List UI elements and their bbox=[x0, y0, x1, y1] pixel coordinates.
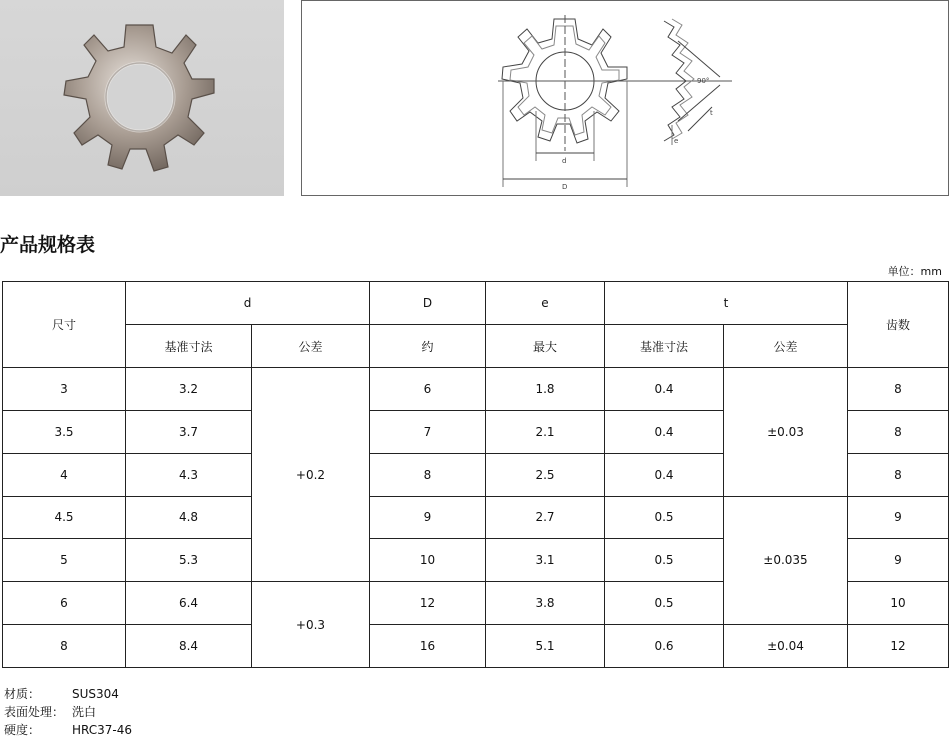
cell-t: 0.4 bbox=[605, 453, 724, 496]
cell-e: 3.1 bbox=[486, 539, 605, 582]
cell-e: 2.7 bbox=[486, 496, 605, 539]
cell-teeth: 8 bbox=[848, 453, 949, 496]
cell-size: 4.5 bbox=[3, 496, 126, 539]
cell-teeth: 9 bbox=[848, 496, 949, 539]
header-t-nominal: 基准寸法 bbox=[605, 325, 724, 368]
cell-size: 6 bbox=[3, 582, 126, 625]
cell-d: 3.2 bbox=[126, 368, 252, 411]
cell-size: 3.5 bbox=[3, 410, 126, 453]
cell-d: 3.7 bbox=[126, 410, 252, 453]
cell-D: 8 bbox=[370, 453, 486, 496]
header-d-tolerance: 公差 bbox=[252, 325, 370, 368]
cell-teeth: 8 bbox=[848, 410, 949, 453]
cell-e: 2.1 bbox=[486, 410, 605, 453]
technical-drawing bbox=[301, 0, 949, 196]
cell-d: 5.3 bbox=[126, 539, 252, 582]
surface-label: 表面处理： bbox=[4, 705, 65, 719]
table-row bbox=[3, 368, 949, 411]
header-e: e bbox=[486, 282, 605, 325]
cell-t: 0.6 bbox=[605, 625, 724, 668]
header-t-tolerance: 公差 bbox=[724, 325, 848, 368]
header-teeth: 齿数 bbox=[848, 282, 949, 368]
table-row bbox=[3, 496, 949, 539]
cell-teeth: 9 bbox=[848, 539, 949, 582]
dim-t-label: t bbox=[710, 109, 713, 117]
header-D: D bbox=[370, 282, 486, 325]
cell-size: 5 bbox=[3, 539, 126, 582]
hardness-label: 硬度： bbox=[4, 723, 41, 737]
spec-table bbox=[2, 281, 949, 668]
cell-t: 0.4 bbox=[605, 368, 724, 411]
hardness-value: HRC37-46 bbox=[72, 723, 133, 737]
cell-t: 0.5 bbox=[605, 539, 724, 582]
header-d: d bbox=[126, 282, 370, 325]
dim-e-label: e bbox=[674, 137, 679, 145]
cell-e: 2.5 bbox=[486, 453, 605, 496]
cell-D: 6 bbox=[370, 368, 486, 411]
material-row bbox=[4, 685, 132, 703]
cell-t: 0.5 bbox=[605, 496, 724, 539]
hardness-row bbox=[4, 721, 132, 739]
cell-size: 4 bbox=[3, 453, 126, 496]
cell-d-tolerance: +0.2 bbox=[252, 368, 370, 582]
cell-teeth: 8 bbox=[848, 368, 949, 411]
cell-D: 9 bbox=[370, 496, 486, 539]
cell-D: 10 bbox=[370, 539, 486, 582]
cell-t: 0.4 bbox=[605, 410, 724, 453]
cell-D: 7 bbox=[370, 410, 486, 453]
cell-d: 6.4 bbox=[126, 582, 252, 625]
cell-e: 3.8 bbox=[486, 582, 605, 625]
header-D-sub: 约 bbox=[370, 325, 486, 368]
table-row bbox=[3, 625, 949, 668]
cell-teeth: 10 bbox=[848, 582, 949, 625]
cell-size: 8 bbox=[3, 625, 126, 668]
header-d-nominal: 基准寸法 bbox=[126, 325, 252, 368]
cell-d: 8.4 bbox=[126, 625, 252, 668]
cell-t-tolerance: ±0.03 bbox=[724, 368, 848, 497]
cell-d: 4.3 bbox=[126, 453, 252, 496]
cell-t-tolerance: ±0.04 bbox=[724, 625, 848, 668]
cell-D: 12 bbox=[370, 582, 486, 625]
section-title: 产品规格表 bbox=[0, 234, 96, 256]
unit-label: 单位：mm bbox=[887, 265, 942, 278]
dim-d-label: d bbox=[562, 157, 567, 165]
lock-washer-photo bbox=[0, 0, 284, 196]
header-e-sub: 最大 bbox=[486, 325, 605, 368]
angle-label: 90° bbox=[697, 77, 710, 85]
surface-value: 洗白 bbox=[72, 705, 97, 719]
product-photo bbox=[0, 0, 284, 196]
cell-d-tolerance: +0.3 bbox=[252, 582, 370, 668]
cell-t-tolerance: ±0.035 bbox=[724, 496, 848, 625]
material-label: 材质： bbox=[4, 687, 41, 701]
cell-e: 5.1 bbox=[486, 625, 605, 668]
cell-d: 4.8 bbox=[126, 496, 252, 539]
header-t: t bbox=[605, 282, 848, 325]
cell-size: 3 bbox=[3, 368, 126, 411]
cell-D: 16 bbox=[370, 625, 486, 668]
subheader-row bbox=[3, 325, 949, 368]
cell-t: 0.5 bbox=[605, 582, 724, 625]
cell-teeth: 12 bbox=[848, 625, 949, 668]
header-size: 尺寸 bbox=[3, 282, 126, 368]
dim-D-label: D bbox=[562, 183, 568, 191]
header-row bbox=[3, 282, 949, 325]
washer-diagram bbox=[302, 1, 948, 195]
material-value: SUS304 bbox=[72, 687, 119, 701]
surface-row bbox=[4, 703, 132, 721]
cell-e: 1.8 bbox=[486, 368, 605, 411]
spec-footer bbox=[4, 685, 132, 739]
